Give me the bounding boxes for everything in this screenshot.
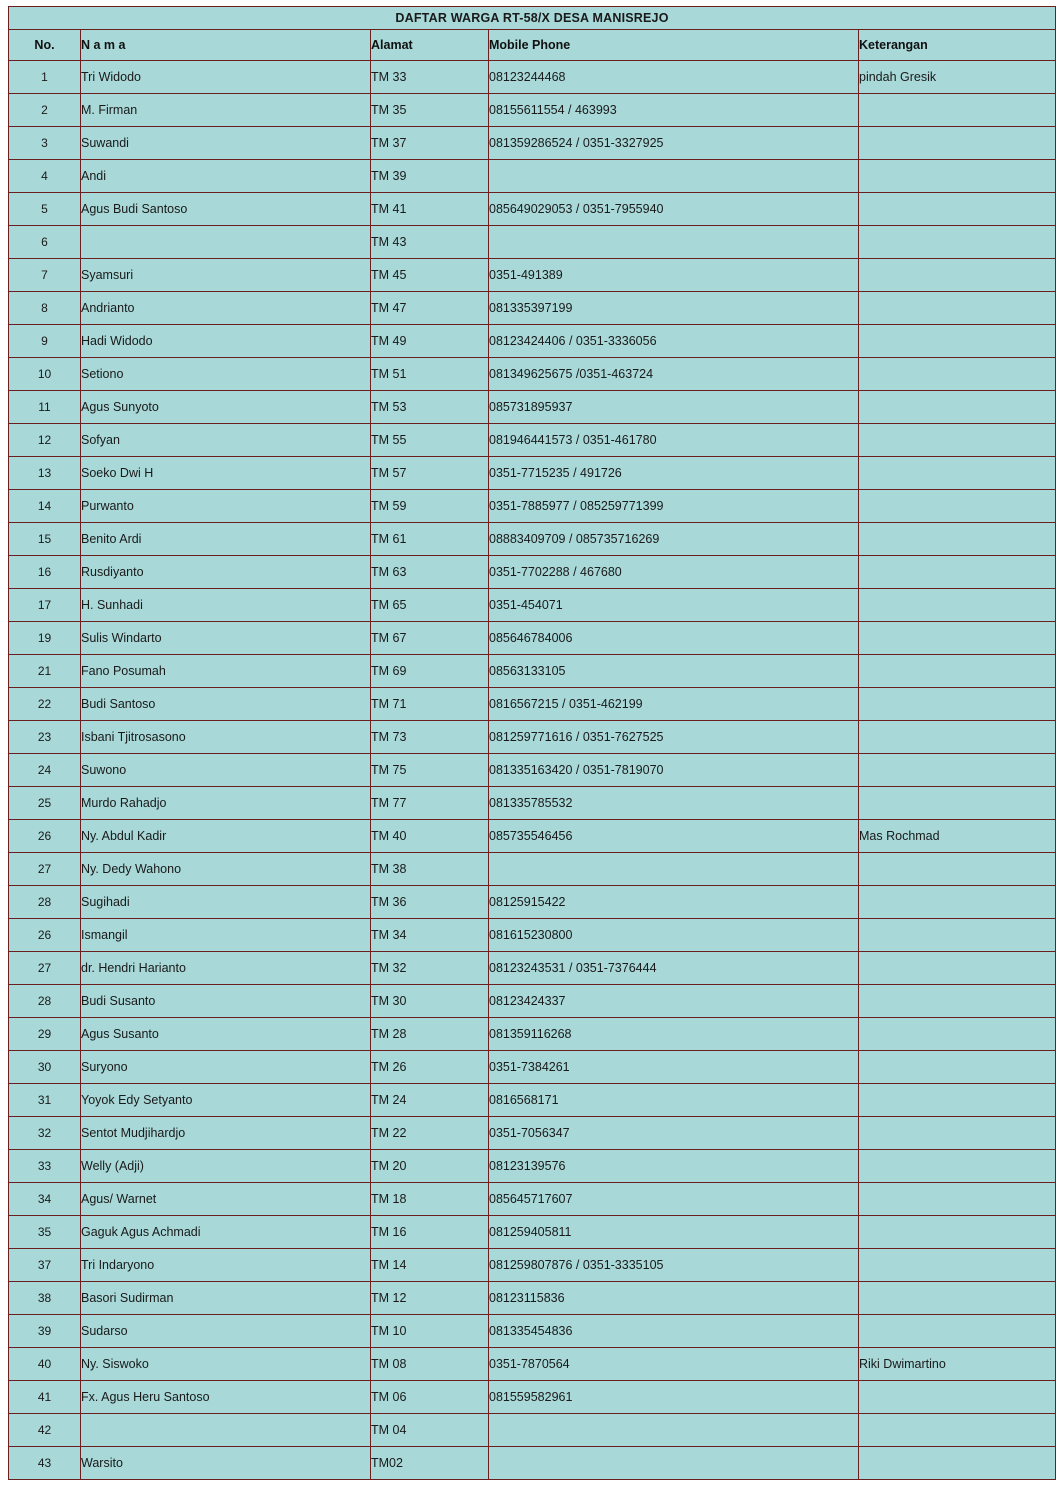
table-row (9, 1150, 1056, 1183)
cell-alamat: TM 57 (371, 457, 489, 490)
cell-no: 10 (9, 358, 81, 391)
cell-nama: Fx. Agus Heru Santoso (81, 1381, 371, 1414)
cell-keterangan (859, 1447, 1056, 1480)
cell-nama: Yoyok Edy Setyanto (81, 1084, 371, 1117)
cell-phone: 081359286524 / 0351-3327925 (489, 127, 859, 160)
cell-keterangan (859, 919, 1056, 952)
cell-phone: 0351-7702288 / 467680 (489, 556, 859, 589)
cell-no: 40 (9, 1348, 81, 1381)
cell-keterangan (859, 721, 1056, 754)
cell-no: 39 (9, 1315, 81, 1348)
cell-no: 26 (9, 820, 81, 853)
cell-no: 28 (9, 985, 81, 1018)
cell-keterangan (859, 490, 1056, 523)
table-row (9, 1183, 1056, 1216)
cell-alamat: TM 30 (371, 985, 489, 1018)
table-row (9, 1249, 1056, 1282)
cell-nama: Ismangil (81, 919, 371, 952)
cell-no: 12 (9, 424, 81, 457)
table-row (9, 919, 1056, 952)
cell-keterangan (859, 1150, 1056, 1183)
table-row (9, 622, 1056, 655)
cell-nama: Syamsuri (81, 259, 371, 292)
cell-keterangan (859, 1216, 1056, 1249)
cell-nama: Purwanto (81, 490, 371, 523)
cell-no: 11 (9, 391, 81, 424)
table-row (9, 127, 1056, 160)
cell-alamat: TM 36 (371, 886, 489, 919)
cell-alamat: TM 35 (371, 94, 489, 127)
cell-nama: Murdo Rahadjo (81, 787, 371, 820)
cell-alamat: TM 53 (371, 391, 489, 424)
cell-nama: Budi Santoso (81, 688, 371, 721)
cell-no: 1 (9, 61, 81, 94)
cell-keterangan (859, 1051, 1056, 1084)
cell-nama: Warsito (81, 1447, 371, 1480)
cell-alamat: TM 41 (371, 193, 489, 226)
cell-nama (81, 1414, 371, 1447)
cell-no: 42 (9, 1414, 81, 1447)
cell-phone: 081335785532 (489, 787, 859, 820)
cell-no: 15 (9, 523, 81, 556)
cell-no: 27 (9, 853, 81, 886)
table-row (9, 1282, 1056, 1315)
table-row (9, 490, 1056, 523)
cell-keterangan (859, 556, 1056, 589)
cell-alamat: TM 20 (371, 1150, 489, 1183)
cell-phone: 08123244468 (489, 61, 859, 94)
cell-keterangan (859, 424, 1056, 457)
table-row (9, 160, 1056, 193)
warga-table (8, 6, 1056, 1480)
cell-phone: 08883409709 / 085735716269 (489, 523, 859, 556)
column-header-no: No. (9, 30, 81, 61)
cell-phone: 081259405811 (489, 1216, 859, 1249)
cell-keterangan (859, 952, 1056, 985)
cell-no: 43 (9, 1447, 81, 1480)
cell-nama: Agus Susanto (81, 1018, 371, 1051)
title-row (9, 7, 1056, 30)
cell-nama: Sulis Windarto (81, 622, 371, 655)
cell-keterangan (859, 160, 1056, 193)
cell-keterangan (859, 1018, 1056, 1051)
cell-phone: 0351-491389 (489, 259, 859, 292)
cell-alamat: TM 14 (371, 1249, 489, 1282)
table-row (9, 1216, 1056, 1249)
cell-keterangan (859, 1084, 1056, 1117)
column-header-alamat: Alamat (371, 30, 489, 61)
cell-keterangan (859, 358, 1056, 391)
cell-keterangan (859, 754, 1056, 787)
cell-keterangan: Riki Dwimartino (859, 1348, 1056, 1381)
cell-alamat: TM 55 (371, 424, 489, 457)
table-row (9, 589, 1056, 622)
cell-phone: 081335454836 (489, 1315, 859, 1348)
cell-alamat: TM 16 (371, 1216, 489, 1249)
table-row (9, 1084, 1056, 1117)
cell-alamat: TM 73 (371, 721, 489, 754)
table-row (9, 1018, 1056, 1051)
cell-no: 3 (9, 127, 81, 160)
table-row (9, 1447, 1056, 1480)
table-row (9, 556, 1056, 589)
cell-nama: Sofyan (81, 424, 371, 457)
cell-no: 7 (9, 259, 81, 292)
cell-nama: Soeko Dwi H (81, 457, 371, 490)
table-row (9, 1315, 1056, 1348)
cell-phone (489, 1414, 859, 1447)
cell-keterangan: pindah Gresik (859, 61, 1056, 94)
cell-keterangan (859, 1381, 1056, 1414)
table-row (9, 325, 1056, 358)
cell-alamat: TM 45 (371, 259, 489, 292)
cell-no: 21 (9, 655, 81, 688)
cell-phone: 085649029053 / 0351-7955940 (489, 193, 859, 226)
cell-alamat: TM 47 (371, 292, 489, 325)
cell-nama: H. Sunhadi (81, 589, 371, 622)
cell-alamat: TM 43 (371, 226, 489, 259)
cell-phone: 0351-7384261 (489, 1051, 859, 1084)
cell-keterangan (859, 127, 1056, 160)
cell-nama (81, 226, 371, 259)
cell-no: 35 (9, 1216, 81, 1249)
table-row (9, 193, 1056, 226)
cell-phone: 081359116268 (489, 1018, 859, 1051)
cell-no: 26 (9, 919, 81, 952)
cell-phone: 085645717607 (489, 1183, 859, 1216)
cell-no: 6 (9, 226, 81, 259)
cell-no: 33 (9, 1150, 81, 1183)
cell-phone: 081259771616 / 0351-7627525 (489, 721, 859, 754)
cell-keterangan: Mas Rochmad (859, 820, 1056, 853)
cell-alamat: TM 33 (371, 61, 489, 94)
cell-keterangan (859, 391, 1056, 424)
cell-alamat: TM 59 (371, 490, 489, 523)
table-row (9, 787, 1056, 820)
cell-no: 41 (9, 1381, 81, 1414)
table-header-row (9, 30, 1056, 61)
cell-alamat: TM 26 (371, 1051, 489, 1084)
table-row (9, 985, 1056, 1018)
column-header-nama: N a m a (81, 30, 371, 61)
cell-alamat: TM 67 (371, 622, 489, 655)
table-row (9, 292, 1056, 325)
cell-no: 14 (9, 490, 81, 523)
cell-no: 17 (9, 589, 81, 622)
table-body (9, 7, 1056, 1480)
cell-keterangan (859, 787, 1056, 820)
cell-phone: 08123424406 / 0351-3336056 (489, 325, 859, 358)
table-row (9, 61, 1056, 94)
cell-keterangan (859, 193, 1056, 226)
cell-nama: Sentot Mudjihardjo (81, 1117, 371, 1150)
table-row (9, 457, 1056, 490)
cell-phone (489, 160, 859, 193)
cell-alamat: TM 69 (371, 655, 489, 688)
cell-keterangan (859, 589, 1056, 622)
cell-nama: Ny. Abdul Kadir (81, 820, 371, 853)
cell-alamat: TM 32 (371, 952, 489, 985)
table-row (9, 358, 1056, 391)
cell-no: 4 (9, 160, 81, 193)
cell-phone: 08123243531 / 0351-7376444 (489, 952, 859, 985)
cell-nama: Gaguk Agus Achmadi (81, 1216, 371, 1249)
cell-no: 28 (9, 886, 81, 919)
cell-alamat: TM 04 (371, 1414, 489, 1447)
cell-keterangan (859, 1315, 1056, 1348)
cell-nama: Suwono (81, 754, 371, 787)
cell-alamat: TM 22 (371, 1117, 489, 1150)
cell-phone: 0351-454071 (489, 589, 859, 622)
cell-alamat: TM 61 (371, 523, 489, 556)
cell-nama: Budi Susanto (81, 985, 371, 1018)
cell-alamat: TM 51 (371, 358, 489, 391)
cell-phone: 0816568171 (489, 1084, 859, 1117)
cell-keterangan (859, 94, 1056, 127)
cell-alamat: TM 37 (371, 127, 489, 160)
cell-keterangan (859, 853, 1056, 886)
cell-phone: 081946441573 / 0351-461780 (489, 424, 859, 457)
cell-alamat: TM 12 (371, 1282, 489, 1315)
cell-phone: 08155611554 / 463993 (489, 94, 859, 127)
cell-alamat: TM 75 (371, 754, 489, 787)
cell-phone: 08125915422 (489, 886, 859, 919)
cell-nama: dr. Hendri Harianto (81, 952, 371, 985)
cell-nama: Ny. Dedy Wahono (81, 853, 371, 886)
cell-no: 27 (9, 952, 81, 985)
cell-alamat: TM02 (371, 1447, 489, 1480)
cell-phone: 081559582961 (489, 1381, 859, 1414)
cell-alamat: TM 28 (371, 1018, 489, 1051)
cell-phone: 085731895937 (489, 391, 859, 424)
cell-alamat: TM 08 (371, 1348, 489, 1381)
cell-phone: 081615230800 (489, 919, 859, 952)
cell-nama: Tri Indaryono (81, 1249, 371, 1282)
cell-no: 24 (9, 754, 81, 787)
cell-nama: Agus Sunyoto (81, 391, 371, 424)
cell-nama: Benito Ardi (81, 523, 371, 556)
table-row (9, 424, 1056, 457)
cell-alamat: TM 71 (371, 688, 489, 721)
cell-keterangan (859, 226, 1056, 259)
cell-no: 19 (9, 622, 81, 655)
cell-alamat: TM 34 (371, 919, 489, 952)
cell-nama: M. Firman (81, 94, 371, 127)
cell-keterangan (859, 1414, 1056, 1447)
cell-nama: Welly (Adji) (81, 1150, 371, 1183)
cell-alamat: TM 65 (371, 589, 489, 622)
column-header-phone: Mobile Phone (489, 30, 859, 61)
table-row (9, 688, 1056, 721)
table-row (9, 391, 1056, 424)
cell-nama: Fano Posumah (81, 655, 371, 688)
cell-no: 31 (9, 1084, 81, 1117)
cell-no: 16 (9, 556, 81, 589)
table-row (9, 523, 1056, 556)
cell-alamat: TM 63 (371, 556, 489, 589)
cell-nama: Setiono (81, 358, 371, 391)
cell-phone: 08563133105 (489, 655, 859, 688)
cell-phone: 085646784006 (489, 622, 859, 655)
cell-no: 9 (9, 325, 81, 358)
cell-phone: 081259807876 / 0351-3335105 (489, 1249, 859, 1282)
cell-nama: Suryono (81, 1051, 371, 1084)
cell-nama: Ny. Siswoko (81, 1348, 371, 1381)
table-row (9, 853, 1056, 886)
cell-phone: 08123139576 (489, 1150, 859, 1183)
cell-keterangan (859, 1282, 1056, 1315)
cell-nama: Hadi Widodo (81, 325, 371, 358)
cell-no: 34 (9, 1183, 81, 1216)
document-title: DAFTAR WARGA RT-58/X DESA MANISREJO (9, 7, 1056, 30)
table-row (9, 1348, 1056, 1381)
cell-phone: 081335397199 (489, 292, 859, 325)
cell-no: 25 (9, 787, 81, 820)
cell-keterangan (859, 688, 1056, 721)
cell-alamat: TM 18 (371, 1183, 489, 1216)
cell-alamat: TM 39 (371, 160, 489, 193)
cell-alamat: TM 38 (371, 853, 489, 886)
cell-no: 30 (9, 1051, 81, 1084)
table-row (9, 94, 1056, 127)
cell-no: 32 (9, 1117, 81, 1150)
column-header-keterangan: Keterangan (859, 30, 1056, 61)
cell-no: 22 (9, 688, 81, 721)
table-row (9, 820, 1056, 853)
cell-no: 5 (9, 193, 81, 226)
cell-nama: Isbani Tjitrosasono (81, 721, 371, 754)
cell-keterangan (859, 886, 1056, 919)
cell-no: 38 (9, 1282, 81, 1315)
cell-phone: 0816567215 / 0351-462199 (489, 688, 859, 721)
cell-phone: 0351-7056347 (489, 1117, 859, 1150)
cell-nama: Rusdiyanto (81, 556, 371, 589)
cell-keterangan (859, 1117, 1056, 1150)
cell-nama: Suwandi (81, 127, 371, 160)
cell-nama: Sudarso (81, 1315, 371, 1348)
cell-phone: 08123115836 (489, 1282, 859, 1315)
cell-phone: 081335163420 / 0351-7819070 (489, 754, 859, 787)
cell-no: 2 (9, 94, 81, 127)
cell-alamat: TM 06 (371, 1381, 489, 1414)
cell-keterangan (859, 985, 1056, 1018)
table-row (9, 1414, 1056, 1447)
cell-no: 29 (9, 1018, 81, 1051)
cell-keterangan (859, 1249, 1056, 1282)
cell-nama: Sugihadi (81, 886, 371, 919)
cell-nama: Agus/ Warnet (81, 1183, 371, 1216)
cell-keterangan (859, 457, 1056, 490)
cell-nama: Andi (81, 160, 371, 193)
cell-phone: 0351-7885977 / 085259771399 (489, 490, 859, 523)
table-row (9, 952, 1056, 985)
cell-keterangan (859, 259, 1056, 292)
cell-phone (489, 226, 859, 259)
cell-phone: 0351-7715235 / 491726 (489, 457, 859, 490)
table-row (9, 259, 1056, 292)
cell-keterangan (859, 292, 1056, 325)
cell-alamat: TM 40 (371, 820, 489, 853)
cell-alamat: TM 77 (371, 787, 489, 820)
cell-keterangan (859, 1183, 1056, 1216)
cell-keterangan (859, 325, 1056, 358)
table-row (9, 721, 1056, 754)
cell-keterangan (859, 622, 1056, 655)
table-row (9, 1051, 1056, 1084)
cell-phone: 085735546456 (489, 820, 859, 853)
cell-nama: Basori Sudirman (81, 1282, 371, 1315)
cell-phone: 081349625675 /0351-463724 (489, 358, 859, 391)
cell-keterangan (859, 655, 1056, 688)
cell-nama: Agus Budi Santoso (81, 193, 371, 226)
cell-no: 8 (9, 292, 81, 325)
cell-phone (489, 1447, 859, 1480)
table-row (9, 226, 1056, 259)
table-row (9, 886, 1056, 919)
table-row (9, 1381, 1056, 1414)
table-row (9, 1117, 1056, 1150)
cell-alamat: TM 49 (371, 325, 489, 358)
cell-no: 37 (9, 1249, 81, 1282)
cell-phone: 08123424337 (489, 985, 859, 1018)
cell-nama: Tri Widodo (81, 61, 371, 94)
cell-keterangan (859, 523, 1056, 556)
table-row (9, 655, 1056, 688)
cell-nama: Andrianto (81, 292, 371, 325)
cell-alamat: TM 10 (371, 1315, 489, 1348)
cell-no: 23 (9, 721, 81, 754)
cell-phone: 0351-7870564 (489, 1348, 859, 1381)
table-row (9, 754, 1056, 787)
cell-no: 13 (9, 457, 81, 490)
cell-alamat: TM 24 (371, 1084, 489, 1117)
cell-phone (489, 853, 859, 886)
